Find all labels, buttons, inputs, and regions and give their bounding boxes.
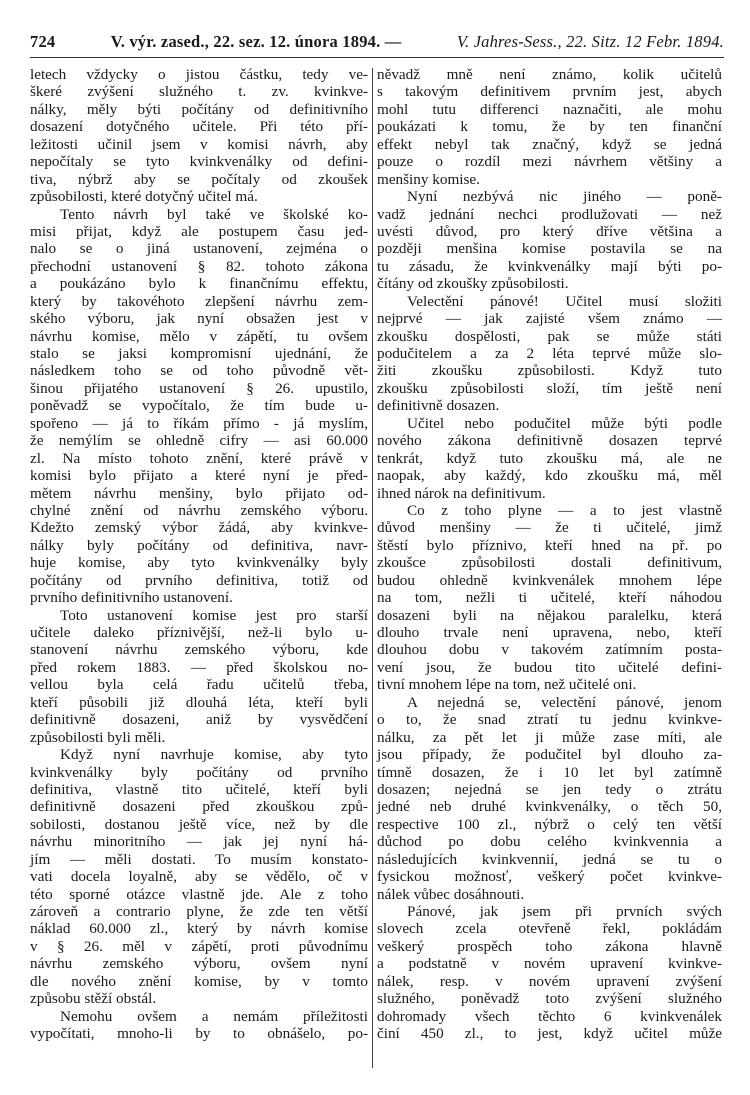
header-german: V. Jahres-Sess., 22. Sitz. 12 Febr. 1894.: [456, 32, 724, 51]
text-line: důchod po dobu celého kvinkvennia a: [377, 833, 722, 851]
text-line: slovech zcela otevřeně řekl, pokládám: [377, 920, 722, 938]
text-line: návrhu minoritního — jak jej nyní há-: [30, 833, 368, 851]
paragraph: [377, 903, 722, 1043]
text-line: vypočítati, mnoho-li by to obnášelo, po-: [30, 1025, 368, 1043]
text-line: před rokem 1883. — před školskou no-: [30, 658, 368, 676]
text-line: následujících kvinkvennií, jedná se tu o: [377, 850, 722, 868]
paragraph: [30, 1008, 368, 1043]
text-line: tiva, nýbrž aby se počítaly od zkoušek: [30, 170, 368, 188]
text-line: nálek vůbec dosáhnouti.: [377, 885, 525, 903]
text-line: misi přijat, když ale postupem času jed-: [30, 222, 368, 240]
text-line: zkoušku dospělosti, pak se může státi: [377, 327, 722, 345]
text-line: naopak, aby každý, kdo zkoušku má, měl: [377, 467, 722, 485]
text-line: něvadž mně není známo, kolik učitelů: [377, 66, 722, 83]
text-line: štěstí bylo příznivo, kteří hned na př. po: [377, 536, 722, 554]
text-line: A nejedná se, velectění pánové, jenom: [407, 693, 722, 711]
text-line: zkoušce způsobilosti dostali definitivum,: [377, 554, 722, 572]
text-line: prvního definitivního ustanovení.: [30, 589, 233, 607]
text-line: Nyní nezbývá nic jiného — poně-: [407, 188, 722, 206]
text-line: mětem návrhu menšiny, bylo přijato od-: [30, 484, 368, 502]
text-line: dosazeni byli na nějakou paralelku, která: [377, 606, 722, 624]
text-line: veškerý prospěch toho zákona hlavně: [377, 937, 722, 955]
text-line: mohl tutu differenci naznačiti, ale mohu: [377, 100, 722, 118]
text-line: tenkrát, když tuto zkoušku má, ale ne: [377, 449, 722, 467]
text-line: Velectění pánové! Učitel musí složiti: [407, 292, 722, 310]
text-line: jsou případy, že podučitel byl dlouho za-: [377, 746, 722, 764]
text-line: dlouho trvale není upravena, nebo, kteří: [377, 624, 722, 641]
text-line: náklad 60.000 zl., který by návrh komise: [30, 920, 368, 938]
text-line: nového zákona definitivně dosazen teprvé: [377, 432, 722, 450]
paragraph: [30, 607, 368, 747]
text-line: chylné znění od návrhu zemského výboru.: [30, 501, 368, 519]
text-line: čítány od zkoušky způsobilosti.: [377, 275, 569, 293]
text-line: návrhu zemského výboru, ovšem nyní: [30, 955, 368, 973]
text-line: způsobu stěží obstál.: [30, 990, 157, 1008]
text-line: v § 26. měl v zápětí, proti původnímu: [30, 937, 368, 955]
text-line: a podstatně v novém upravení kvinkve-: [377, 955, 722, 973]
text-line: spořeno — já to říkám přímo - já myslím,: [30, 414, 368, 432]
text-line: počítány od prvního definitiva, totiž od: [30, 571, 368, 589]
text-line: o to, že snad ztratí tu jednu kvinkve-: [377, 711, 722, 729]
paragraph: [377, 694, 722, 903]
text-line: nalo se o jiná ustanovení, zejména o: [30, 240, 368, 258]
text-line: effekt nebyl tak značný, když se jedná: [377, 135, 722, 153]
text-line: této sporné otázce vlastně jde. Ale z toho: [30, 885, 368, 903]
text-line: kteří působili již dlouhá léta, kteří byli: [30, 693, 368, 711]
text-line: vadž jednání nechci prodlužovati — než: [377, 205, 722, 223]
paragraph: [377, 188, 722, 293]
text-line: vení jsou, že budou tito učitelé defini-: [377, 658, 722, 676]
text-line: Učitel nebo podučitel může býti podle: [407, 414, 722, 432]
paragraph: [30, 66, 368, 206]
text-line: nálek, resp. v novém upravení zvýšení: [377, 972, 722, 990]
text-line: přechodní ustanovení § 82. tohoto zákona: [30, 257, 368, 275]
text-line: menšiny komise.: [377, 170, 480, 188]
text-line: huje komise, aby tyto kvinkvenálky byly: [30, 554, 368, 572]
text-line: způsobilosti, které dotyčný učitel má.: [30, 188, 258, 206]
text-line: definitiva, vlastně tito učitelé, kteří byli: [30, 780, 368, 798]
text-line: vellou byla celá řadu učitelů třeba,: [30, 676, 368, 694]
text-line: zkoušku způsobilosti složí, tím ještě není: [377, 379, 722, 397]
text-line: na tom, nežli ti učitelé, kteří náhodou: [377, 589, 722, 607]
text-line: ležitosti učinil jsem v komisi návrh, aby: [30, 135, 368, 153]
text-line: nálku, za pět let ji může zase míti, ale: [377, 728, 722, 746]
text-line: zl. Na místo tohoto znění, které právě v: [30, 449, 368, 467]
text-line: ihned nárok na definitivum.: [377, 484, 546, 502]
paragraph: [30, 206, 368, 607]
text-line: definitivně dosazeni, aniž by vysvědčení: [30, 711, 368, 729]
text-line: že nemýlím se ohledně cifry — asi 60.000: [30, 432, 368, 450]
text-line: Pánové, jak jsem při prvních svých: [407, 903, 722, 920]
text-line: dosazení dotyčného učitele. Při této pří-: [30, 118, 368, 136]
text-line: později menšina komise postavila se na: [377, 240, 722, 258]
text-line: činí 450 zl., to jest, když učitel může: [377, 1025, 722, 1043]
text-line: jedné neb druhé kvinkvenálky, o těch 50,: [377, 798, 722, 816]
text-line: definitivně dosazeni před zkouškou způ-: [30, 798, 368, 816]
column-divider: [372, 68, 373, 1068]
text-line: Co z toho plyne — a to jest vlastně: [407, 501, 722, 519]
left-column: [30, 66, 368, 1043]
text-line: uvésti důvod, pro který dříve většina a: [377, 222, 722, 240]
text-line: následkem toho se od toho původně vět-: [30, 362, 368, 380]
text-line: návrhu komise, mělo v zápětí, tu ovšem: [30, 327, 368, 345]
text-line: komisi bylo přijato a které nyní je před-: [30, 467, 368, 485]
text-line: žiti zkoušku způsobilosti. Když tuto: [377, 362, 722, 380]
text-line: Když nyní navrhuje komise, aby tyto: [60, 746, 368, 764]
text-line: definitivně dosazen.: [377, 397, 500, 415]
header-rule: [30, 57, 724, 58]
text-line: dohromady všech těchto 6 kvinkvenálek: [377, 1007, 722, 1025]
paragraph: [377, 66, 722, 188]
text-line: dle nového znění komise, by v tomto: [30, 972, 368, 990]
paragraph: [377, 415, 722, 502]
text-line: vati docela loyalně, aby se vědělo, oč v: [30, 868, 368, 886]
text-line: nálky byly počítány od definitiva, navr-: [30, 536, 368, 554]
text-line: respective 100 zl., nýbrž o celý ten větší: [377, 815, 722, 833]
paragraph: [30, 746, 368, 1008]
text-line: s takovým definitivem prvním jest, abych: [377, 83, 722, 101]
text-line: nálky, měly býti počítány od definitivního: [30, 100, 368, 118]
text-line: a poukázáno bylo k finančnímu effektu,: [30, 275, 368, 293]
text-line: stalo se jaksi kompromisní ujednání, že: [30, 345, 368, 362]
paragraph: [377, 293, 722, 415]
page-number: 724: [30, 32, 56, 51]
text-line: dosazen; nejedná se jen tedy o ztrátu: [377, 780, 722, 798]
text-line: nepočítaly se tyto kvinkvenálky od defini-: [30, 153, 368, 171]
text-line: pouze o rozdíl mezi návrhem většiny a: [377, 153, 722, 171]
running-header: [30, 32, 724, 52]
text-line: Tento návrh byl také ve školské ko-: [60, 205, 368, 223]
text-line: podučitelem a za 2 léta teprvé může slo-: [377, 345, 722, 362]
text-line: budou ohledně kvinkvenálek mnohem lépe: [377, 571, 722, 589]
text-line: učitele daleko příznivější, než-li bylo u-: [30, 624, 368, 641]
right-column: [377, 66, 722, 1043]
text-line: Toto ustanovení komise jest pro starší: [60, 606, 368, 624]
text-line: ského výboru, jak nyní obsažen jest v: [30, 310, 368, 328]
text-line: kvinkvenálky byly počítány od prvního: [30, 763, 368, 781]
text-line: nejprvé — jak zajisté všem známo —: [377, 310, 722, 328]
text-line: Kdežto zemský výbor žádá, aby kvinkve-: [30, 519, 368, 537]
text-line: letech vždycky o jistou částku, tedy ve-: [30, 66, 368, 83]
text-line: jím — měli dostati. To musím konstato-: [30, 850, 368, 868]
text-line: služného, poněvadž toto zvýšení služného: [377, 990, 722, 1008]
text-line: tímně dosazen, že i 10 let byl zatímně: [377, 763, 722, 781]
header-czech: V. výr. zased., 22. sez. 12. února 1894. —: [110, 32, 402, 51]
text-line: šinou přijatého ustanovení § 26. upustilo,: [30, 379, 368, 397]
text-line: poněvadž se vypočítalo, že tím bude u-: [30, 397, 368, 415]
text-line: poukázati k tomu, že by ten finanční: [377, 118, 722, 136]
text-line: fysickou možnosť, veškerý počet kvinkve-: [377, 868, 722, 886]
text-line: stanovení návrhu zemského výboru, kde: [30, 641, 368, 659]
text-line: dlouhou dobu v takovém zatímním posta-: [377, 641, 722, 659]
text-line: který by takovéhoto zlepšení návrhu zem-: [30, 292, 368, 310]
text-line: tu zásadu, že kvinkvenálky mají býti po-: [377, 257, 722, 275]
text-line: způsobilosti byli měli.: [30, 728, 166, 746]
text-line: sobilosti, dostanou ještě více, než by dle: [30, 815, 368, 833]
paragraph: [377, 502, 722, 694]
text-line: důvod menšiny — že ti učitelé, jimž: [377, 519, 722, 537]
text-line: zároveň a contrario plyne, že zde ten větší: [30, 903, 368, 920]
text-line: tivní mnohem lépe na tom, než učitelé oni.: [377, 676, 637, 694]
text-line: škeré zvýšení služného t. zv. kvinkve-: [30, 83, 368, 101]
text-line: Nemohu ovšem a nemám příležitosti: [60, 1007, 368, 1025]
